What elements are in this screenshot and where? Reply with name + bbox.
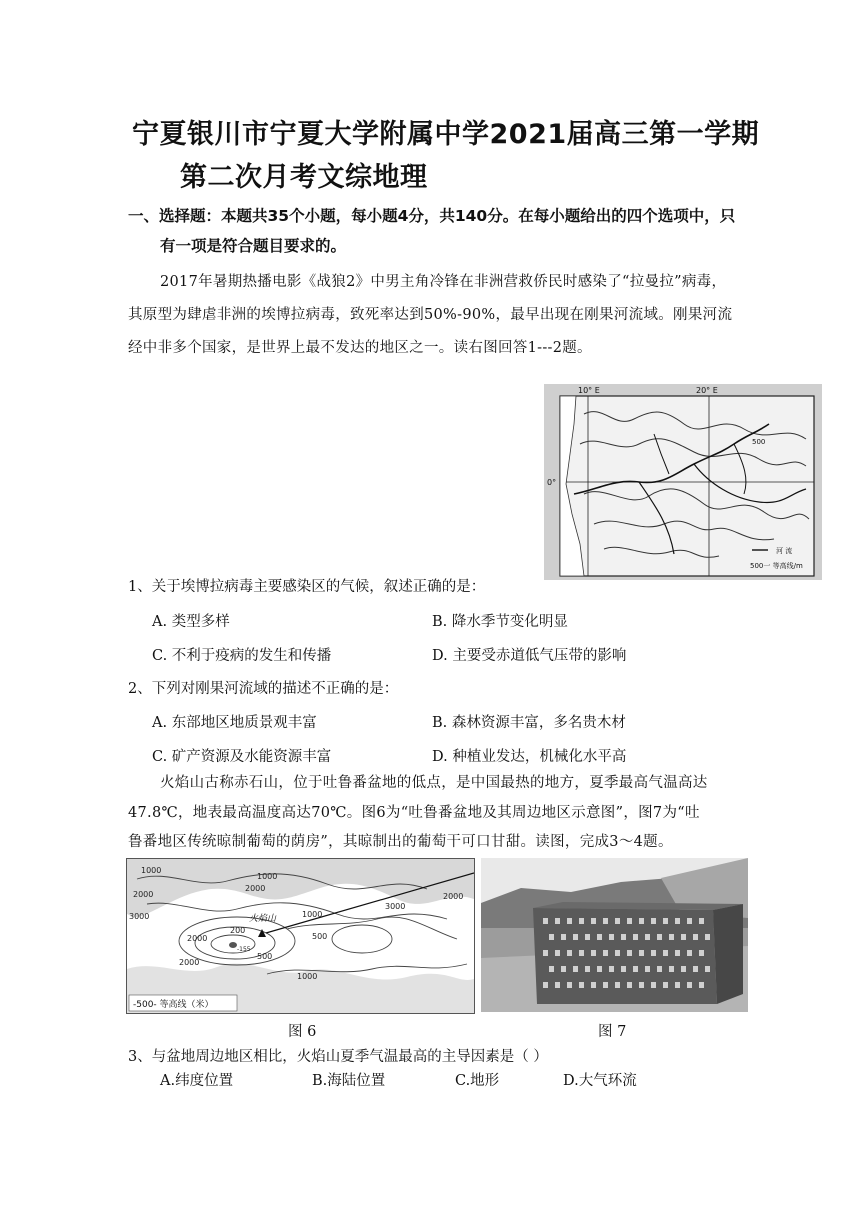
contour-label: 500 [257,952,273,961]
legend-contour: 500一 等高线/m [750,562,803,570]
q1-option-d: D. 主要受赤道低气压带的影响 [432,648,627,664]
lon-label-20e: 20° E [696,386,718,395]
contour-label: 2000 [443,892,464,901]
q3-option-d: D.大气环流 [563,1073,637,1089]
contour-label: -155 [237,946,251,953]
intro1-line2: 其原型为肆虐非洲的埃博拉病毒，致死率达到50%-90%，最早出现在刚果河流域。刚果河流 [128,307,733,323]
contour-label: 1000 [297,972,318,981]
q3-option-a: A.纬度位置 [160,1073,234,1089]
page-title-line2: 第二次月考文综地理 [180,162,428,193]
contour-label: 1000 [141,866,162,875]
q1-stem: 1、关于埃博拉病毒主要感染区的气候，叙述正确的是： [128,579,486,595]
contour-label: 2000 [187,934,208,943]
fig7-caption: 图 7 [598,1024,627,1040]
q1-option-a: A. 类型多样 [152,614,230,630]
contour-label: 200 [230,926,246,935]
q3-option-c: C.地形 [455,1073,500,1089]
lat-label-0: 0° [547,478,557,487]
contour-label: 500 [312,932,328,941]
q1-option-b: B. 降水季节变化明显 [432,614,568,630]
turpan-basin-map [126,858,475,1014]
fig6-legend: -500- 等高线（米） [133,1000,214,1010]
intro1-line3: 经中非多个国家，是世界上最不发达的地区之一。读右图回答1---2题。 [128,340,592,356]
section-instruction-line1: 一、选择题：本题共35个小题，每小题4分，共140分。在每小题给出的四个选项中，只 [128,207,736,225]
contour-label: 1000 [302,910,323,919]
page-title-line1: 宁夏银川市宁夏大学附属中学2021届高三第一学期 [132,119,760,150]
q2-option-c: C. 矿产资源及水能资源丰富 [152,749,332,765]
legend-river: 河 流 [776,547,793,555]
contour-label: 1000 [257,872,278,881]
section-instruction-line2: 有一项是符合题目要求的。 [160,237,347,255]
intro2-line3: 鲁番地区传统晾制葡萄的荫房”，其晾制出的葡萄干可口甘甜。读图，完成3～4题。 [128,834,673,850]
q2-option-b: B. 森林资源丰富，多名贵木材 [432,715,626,731]
drying-house-photo [481,858,748,1012]
q3-stem: 3、与盆地周边地区相比，火焰山夏季气温最高的主导因素是（ ） [128,1049,548,1065]
q2-option-d: D. 种植业发达，机械化水平高 [432,749,627,765]
contour-value-500: 500 [752,438,766,446]
contour-label: 3000 [385,902,406,911]
place-flaming-mountain: 火焰山 [249,914,277,924]
intro2-line2: 47.8℃，地表最高温度高达70℃。图6为“吐鲁番盆地及其周边地区示意图”，图7为“吐 [128,805,700,821]
intro1-line1: 2017年暑期热播电影《战狼2》中男主角冷锋在非洲营救侨民时感染了“拉曼拉”病毒， [160,274,727,290]
q1-option-c: C. 不利于疫病的发生和传播 [152,648,332,664]
contour-label: 2000 [179,958,200,967]
contour-label: 2000 [245,884,266,893]
q3-option-b: B.海陆位置 [312,1073,386,1089]
lon-label-10e: 10° E [578,386,600,395]
intro2-line1: 火焰山古称赤石山，位于吐鲁番盆地的低点，是中国最热的地方，夏季最高气温高达 [160,775,708,791]
contour-label: 2000 [133,890,154,899]
contour-label: 3000 [129,912,150,921]
fig6-caption: 图 6 [288,1024,317,1040]
q2-stem: 2、下列对刚果河流域的描述不正确的是： [128,681,399,697]
q2-option-a: A. 东部地区地质景观丰富 [152,715,317,731]
congo-map-figure [544,384,822,580]
